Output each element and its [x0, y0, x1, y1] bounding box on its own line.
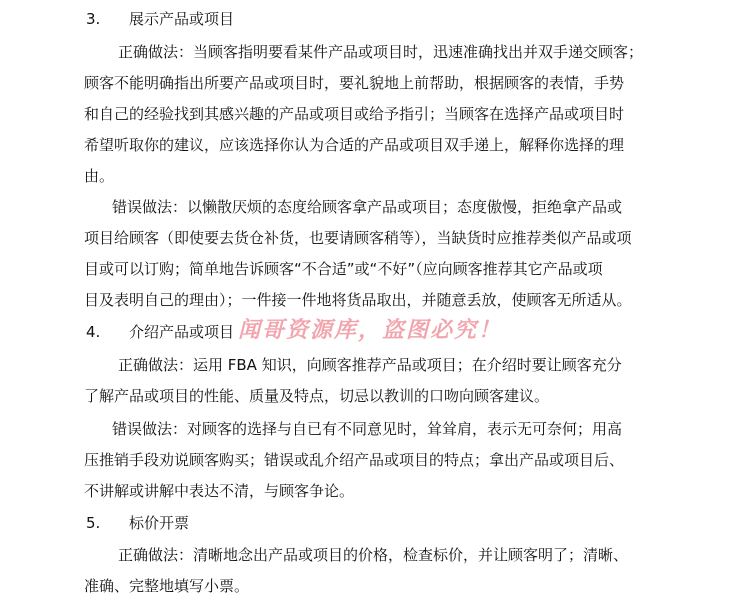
section-4-title: 介绍产品或项目 [129, 323, 235, 341]
section-5-number: 5. [86, 514, 101, 532]
paragraph-line: 项目给顾客（即使要去货仓补货，也要请顾客稍等），当缺货时应推荐类似产品或项 [84, 229, 632, 247]
paragraph-line: 由。 [84, 167, 115, 185]
paragraph-line: 正确做法：当顾客指明要看某件产品或项目时，迅速准确找出并双手递交顾客； [118, 43, 644, 61]
paragraph-line: 顾客不能明确指出所要产品或项目时，要礼貌地上前帮助，根据顾客的表情，手势 [84, 74, 625, 92]
paragraph-line: 正确做法：清晰地念出产品或项目的价格，检查标价，并让顾客明了；清晰、 [118, 546, 629, 564]
paragraph-line: 希望听取你的建议，应该选择你认为合适的产品或项目双手递上，解释你选择的理 [84, 136, 625, 154]
paragraph-line: 目及表明自己的理由）；一件接一件地将货品取出，并随意丢放，使顾客无所适从。 [84, 291, 632, 309]
watermark-text: 闻哥资源库，盗图必究！ [238, 318, 503, 343]
paragraph-line: 错误做法：以懒散厌烦的态度给顾客拿产品或项目；态度傲慢，拒绝拿产品或 [112, 198, 623, 216]
paragraph-line: 了解产品或项目的性能、质量及特点，切忌以教训的口吻向顾客建议。 [84, 387, 550, 405]
section-3-number: 3. [86, 10, 101, 28]
paragraph-line: 准确、完整地填写小票。 [84, 577, 250, 595]
paragraph-line: 和自己的经验找到其感兴趣的产品或项目或给予指引；当顾客在选择产品或项目时 [84, 105, 625, 123]
paragraph-line: 压推销手段劝说顾客购买；错误或乱介绍产品或项目的特点；拿出产品或项目后、 [84, 451, 625, 469]
paragraph-line: 错误做法：对顾客的选择与自已有不同意见时，耸耸肩，表示无可奈何；用高 [112, 420, 623, 438]
section-3-title: 展示产品或项目 [129, 10, 235, 28]
paragraph-line: 目或可以订购；简单地告诉顾客“不合适”或“不好”（应向顾客推荐其它产品或项 [84, 260, 603, 278]
paragraph-line: 不讲解或讲解中表达不清，与顾客争论。 [84, 482, 355, 500]
section-5-title: 标价开票 [129, 514, 190, 532]
paragraph-line: 正确做法：运用 FBA 知识，向顾客推荐产品或项目；在介绍时要让顾客充分 [118, 356, 622, 374]
section-4-number: 4. [86, 323, 101, 341]
